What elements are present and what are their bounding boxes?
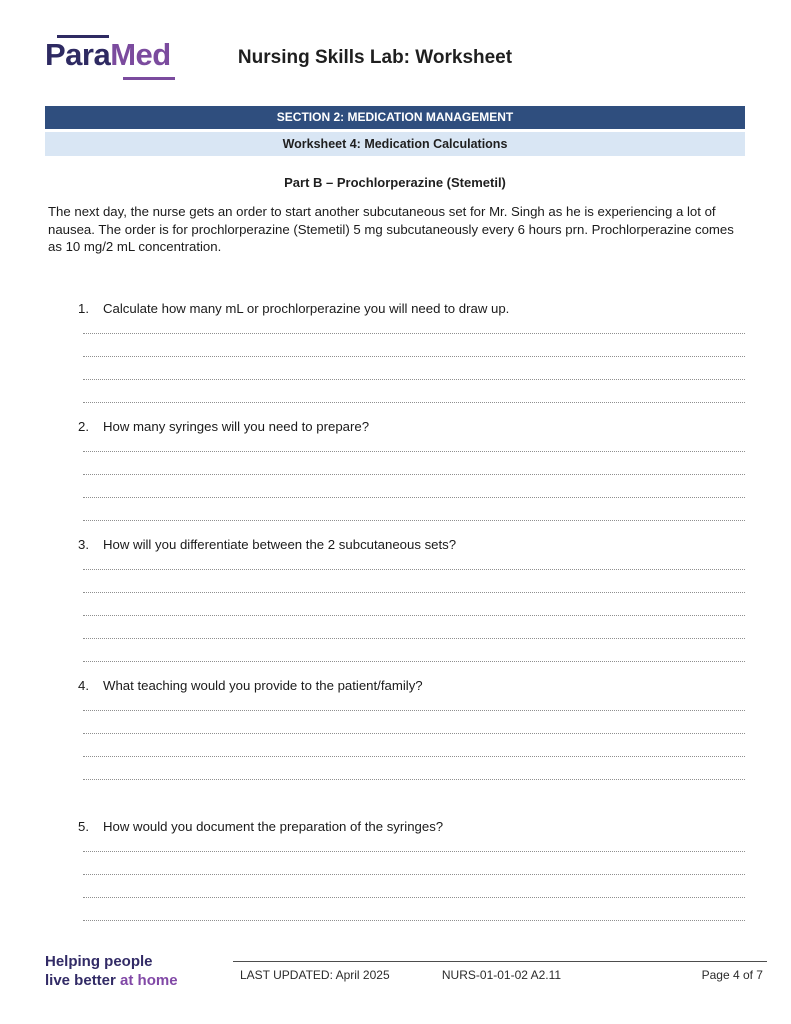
footer-doc-code: NURS-01-01-02 A2.11 — [441, 968, 562, 982]
section-banner: SECTION 2: MEDICATION MANAGEMENT — [45, 106, 745, 129]
question-text: How would you document the preparation of the syringes? — [103, 818, 444, 834]
answer-lines — [83, 547, 745, 662]
question-text: What teaching would you provide to the patient/family? — [103, 677, 423, 693]
answer-lines — [83, 829, 745, 921]
page-header — [45, 35, 745, 85]
tagline — [45, 950, 233, 990]
part-title: Part B – Prochlorperazine (Stemetil) — [284, 175, 506, 190]
answer-line — [83, 380, 745, 403]
question-text: How many syringes will you need to prepare? — [103, 418, 370, 434]
question-item — [45, 536, 745, 662]
scenario-text: The next day, the nurse gets an order to start another subcutaneous set for Mr. Singh as he is experiencing a lot of nausea. The order is for prochlorperazine (Stemetil) 5 mg subcutaneously every 6 hours prn. Prochlorperazine comes as 10 mg/2 mL concentration. — [48, 204, 734, 254]
tagline-line1: Helping people — [45, 953, 153, 970]
answer-line — [83, 357, 745, 380]
answer-line — [83, 452, 745, 475]
question-item — [45, 418, 745, 521]
questions-list — [45, 300, 745, 921]
question-item — [45, 818, 745, 921]
footer-info-bar — [233, 961, 767, 982]
answer-lines — [83, 688, 745, 780]
answer-line — [83, 734, 745, 757]
answer-line — [83, 757, 745, 780]
answer-line — [83, 639, 745, 662]
logo-text-med: Med — [110, 37, 171, 72]
question-item — [45, 677, 745, 780]
answer-line — [83, 898, 745, 921]
answer-line — [83, 498, 745, 521]
question-number: 4. — [78, 677, 89, 693]
footer-last-updated: LAST UPDATED: April 2025 — [240, 968, 390, 982]
answer-lines — [83, 311, 745, 403]
tagline-line2-dark: live better — [45, 972, 116, 989]
answer-line — [83, 334, 745, 357]
answer-lines — [83, 429, 745, 521]
answer-line — [83, 593, 745, 616]
answer-line — [83, 616, 745, 639]
footer-page-number: Page 4 of 7 — [701, 968, 763, 982]
question-item — [45, 300, 745, 403]
worksheet-banner: Worksheet 4: Medication Calculations — [45, 132, 745, 156]
question-number: 1. — [78, 300, 89, 316]
question-number: 5. — [78, 818, 89, 834]
question-number: 3. — [78, 536, 89, 552]
question-text: How will you differentiate between the 2 subcutaneous sets? — [103, 536, 457, 552]
page-footer — [45, 950, 767, 990]
logo-text-para: Para — [45, 37, 111, 72]
answer-line — [83, 711, 745, 734]
answer-line — [83, 852, 745, 875]
answer-line — [83, 570, 745, 593]
question-number: 2. — [78, 418, 89, 434]
question-text: Calculate how many mL or prochlorperazine you will need to draw up. — [103, 300, 510, 316]
answer-line — [83, 875, 745, 898]
logo-underline — [123, 77, 175, 80]
answer-line — [83, 475, 745, 498]
tagline-line2-purple: at home — [120, 972, 178, 989]
page-title: Nursing Skills Lab: Worksheet — [237, 47, 513, 68]
